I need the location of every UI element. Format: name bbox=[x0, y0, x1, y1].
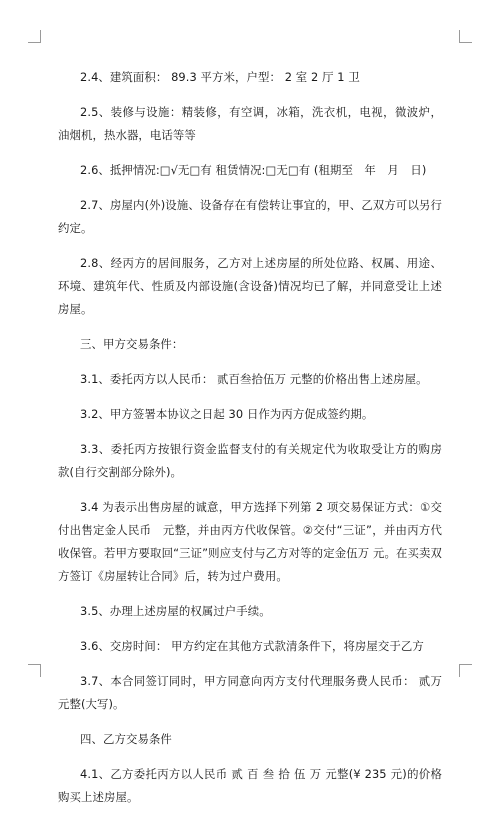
clause-2-8: 2.8、经丙方的居间服务，乙方对上述房屋的所处位路、权属、用途、环境、建筑年代、性质及内部设施(含设备)情况均已了解，并同意受让上述房屋。 bbox=[58, 256, 442, 316]
clause-3-1: 3.1、委托丙方以人民币： 贰百叁拾伍万 元整的价格出售上述房屋。 bbox=[80, 372, 428, 386]
clause-2-6: 2.6、抵押情况:□√无□有 租赁情况:□无□有 (租期至 年 月 日) bbox=[80, 163, 427, 177]
section-4-heading: 四、乙方交易条件 bbox=[80, 732, 172, 746]
clause-3-4: 3.4 为表示出售房屋的诚意，甲方选择下列第 2 项交易保证方式：①交付出售定金人民币 元整，并由丙方代收保管。②交付“三证”，并由丙方代收保管。若甲方要取回“三证”则应支付与乙方对等的定金伍万 元。在买卖双方签订《房屋转让合同》后，转为过户费用。 bbox=[58, 500, 442, 583]
clause-3-6: 3.6、交房时间： 甲方约定在其他方式款清条件下，将房屋交于乙方 bbox=[80, 639, 424, 653]
clause-3-2: 3.2、甲方签署本协议之日起 30 日作为丙方促成签约期。 bbox=[80, 407, 374, 421]
clause-3-7: 3.7、本合同签订同时，甲方同意向丙方支付代理服务费人民币： 贰万 元整(大写)。 bbox=[58, 674, 442, 711]
clause-4-1: 4.1、乙方委托丙方以人民币 贰 百 叁 拾 伍 万 元整(¥ 235 元)的价格购买上述房屋。 bbox=[58, 767, 442, 804]
document-body bbox=[58, 66, 442, 821]
clause-2-7: 2.7、房屋内(外)设施、设备存在有偿转让事宜的，甲、乙双方可以另行约定。 bbox=[58, 198, 442, 235]
section-3-heading: 三、甲方交易条件： bbox=[80, 337, 184, 351]
clause-3-3: 3.3、委托丙方按银行资金监督支付的有关规定代为收取受让方的购房款(自行交割部分除外)。 bbox=[58, 442, 442, 479]
crop-mark-top-left bbox=[28, 30, 41, 43]
crop-mark-bottom-right bbox=[459, 664, 472, 677]
clause-3-5: 3.5、办理上述房屋的权属过户手续。 bbox=[80, 604, 271, 618]
clause-2-5: 2.5、装修与设施：精装修，有空调，冰箱，洗衣机，电视，微波炉，油烟机，热水器，电话等等 bbox=[58, 105, 442, 142]
crop-mark-top-right bbox=[459, 30, 472, 43]
clause-2-4: 2.4、建筑面积： 89.3 平方米，户型： 2 室 2 厅 1 卫 bbox=[80, 70, 360, 84]
crop-mark-bottom-left bbox=[28, 664, 41, 677]
